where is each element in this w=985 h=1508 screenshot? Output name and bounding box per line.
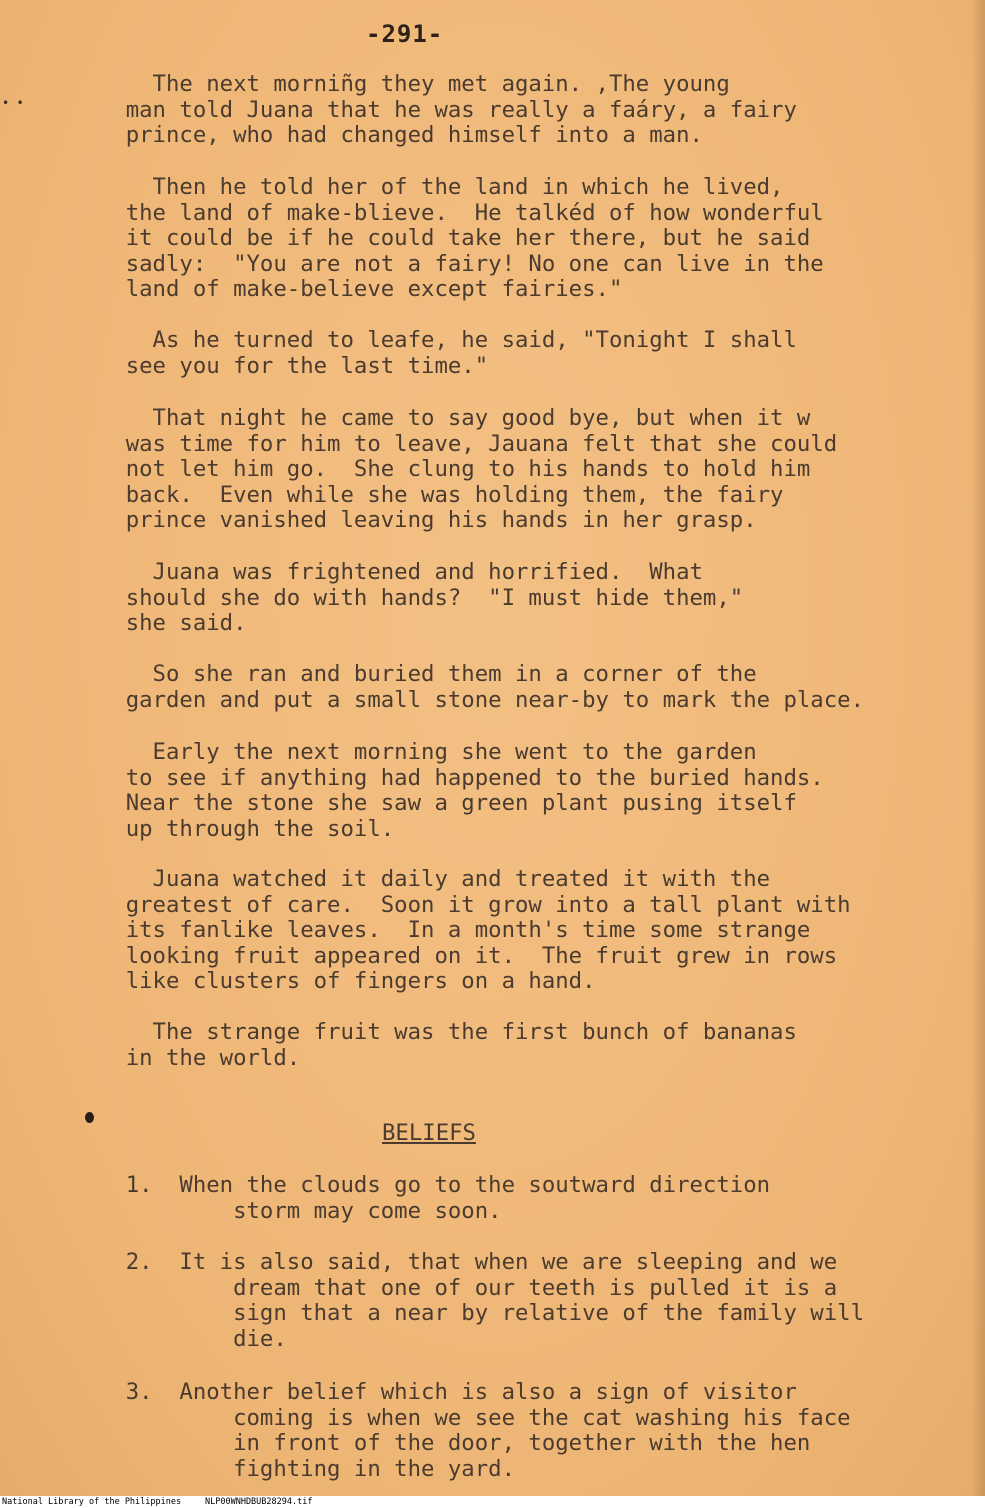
paragraph-1: The next morniñg they met again. ,The young man told Juana that he was really a faáry, a fairy prince, who had changed himself into a man. bbox=[125, 71, 797, 148]
paragraph-2: Then he told her of the land in which he lived, the land of make-blieve. He talkéd of how wonderful it could be if he could take her there, but he said sadly: "You are not a fairy! No one can live in the land of make-believe except fairies." bbox=[125, 174, 824, 302]
footer-file-id: NLP00WNHDBUB28294.tif bbox=[205, 1497, 313, 1507]
paragraph-9: The strange fruit was the first bunch of bananas in the world. bbox=[125, 1019, 797, 1071]
paragraph-4: That night he came to say good bye, but when it w was time for him to leave, Jauana felt that she could not let him go. She clung to his hands to hold him back. Even while she was holding them, the fairy prince vanished leaving his hands in her grasp. bbox=[125, 405, 838, 533]
belief-item-1: 1. When the clouds go to the soutward direction storm may come soon. bbox=[125, 1172, 771, 1224]
paragraph-3: As he turned to leafe, he said, "Tonight I shall see you for the last time." bbox=[125, 327, 797, 379]
page-edge-shadow bbox=[971, 0, 985, 1496]
page-number: -291- bbox=[366, 20, 444, 48]
ink-dot bbox=[85, 1112, 94, 1123]
margin-marks: • • bbox=[2, 96, 24, 110]
belief-item-2: 2. It is also said, that when we are sleeping and we dream that one of our teeth is pulled it is a sign that a near by relative of the family will die. bbox=[125, 1249, 865, 1352]
beliefs-heading: BELIEFS bbox=[382, 1120, 476, 1146]
paragraph-5: Juana was frightened and horrified. What should she do with hands? "I must hide them," she said. bbox=[125, 559, 744, 636]
footer-library: National Library of the Philippines bbox=[2, 1497, 182, 1507]
paragraph-7: Early the next morning she went to the garden to see if anything had happened to the buried hands. Near the stone she saw a green plant pusing itself up through the soil. bbox=[125, 739, 824, 842]
belief-item-3: 3. Another belief which is also a sign of visitor coming is when we see the cat washing his face in front of the door, together with the hen fighting in the yard. bbox=[125, 1379, 851, 1482]
paragraph-8: Juana watched it daily and treated it with the greatest of care. Soon it grow into a tall plant with its fanlike leaves. In a month's time some strange looking fruit appeared on it. The fruit grew in rows like clusters of fingers on a hand. bbox=[125, 866, 851, 994]
paragraph-6: So she ran and buried them in a corner of the garden and put a small stone near-by to mark the place. bbox=[125, 661, 865, 713]
scan-footer bbox=[0, 1496, 985, 1508]
